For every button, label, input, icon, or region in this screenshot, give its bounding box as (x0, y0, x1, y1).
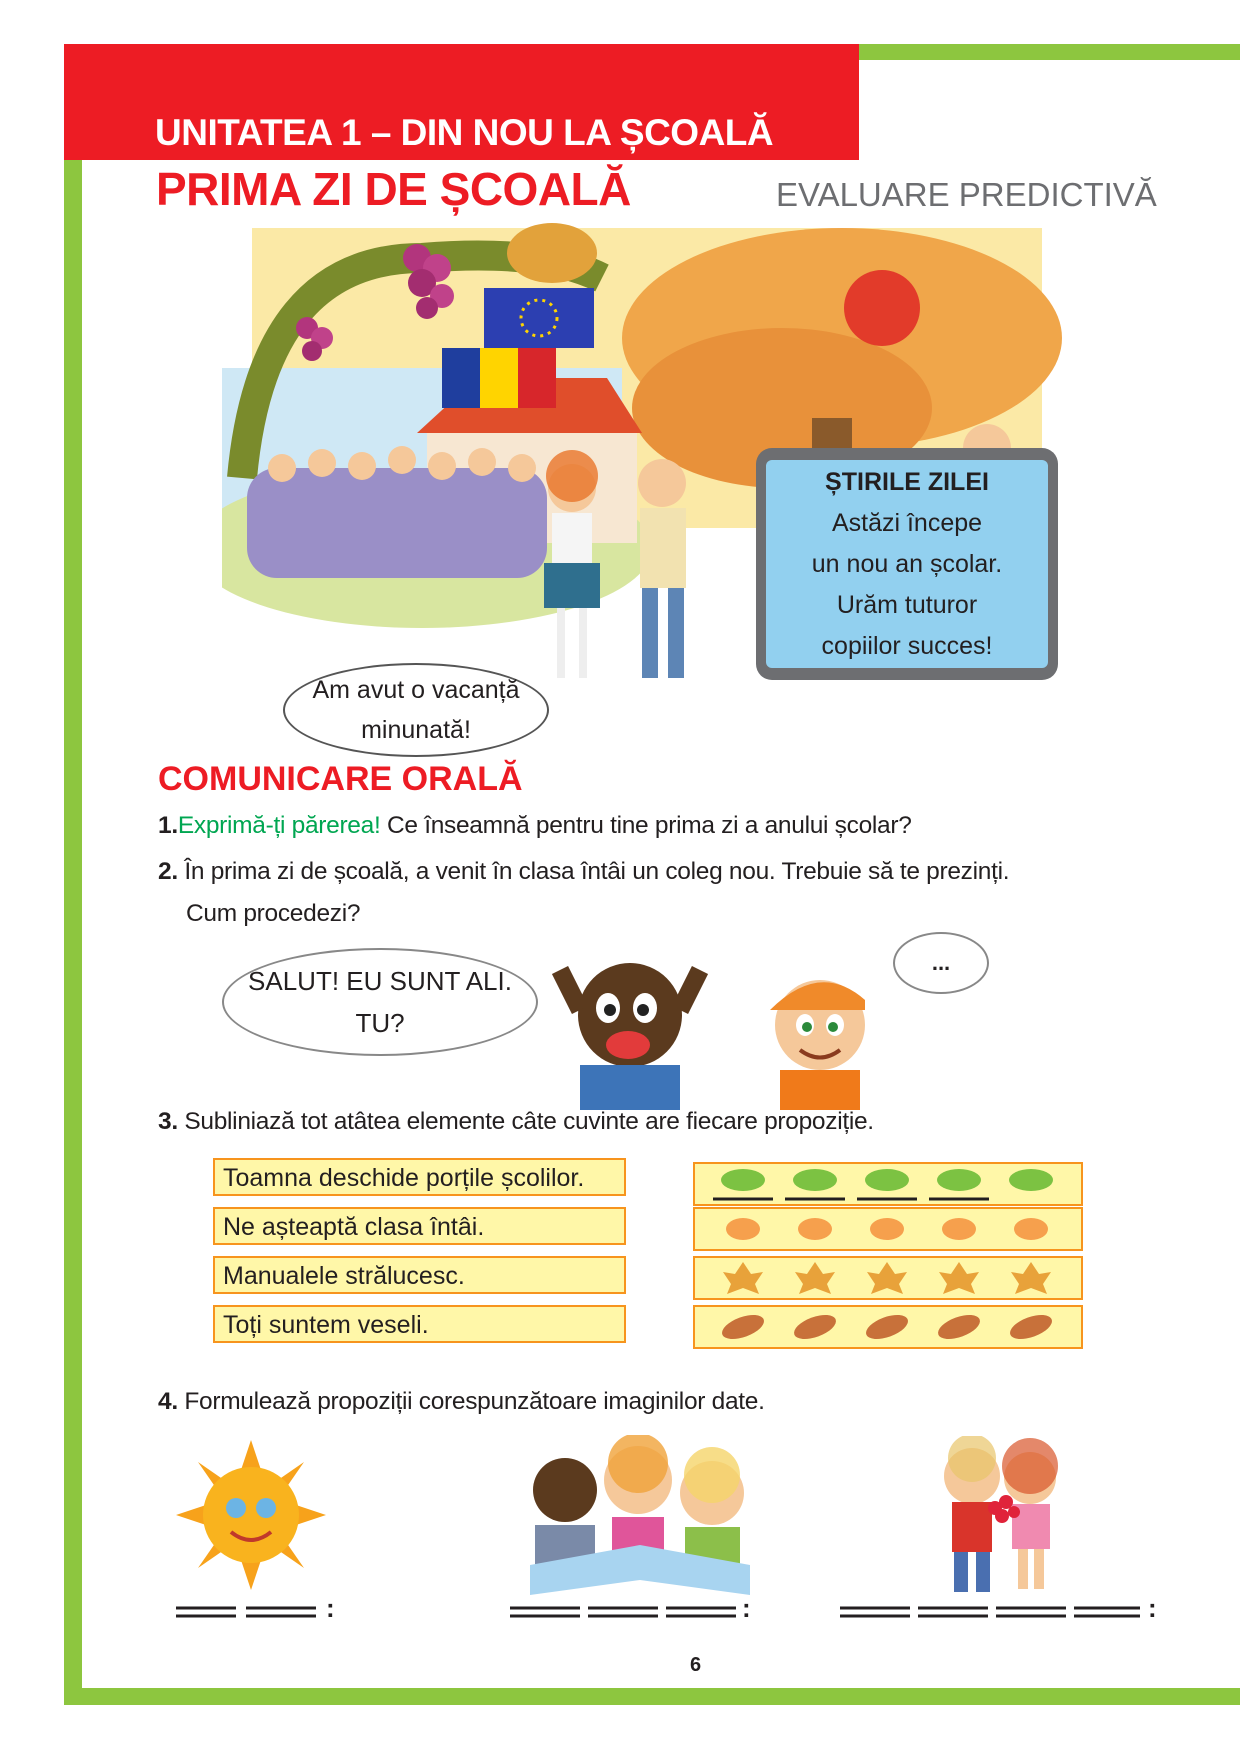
green-leaf-icons (695, 1164, 1081, 1204)
answer-lines (176, 1600, 336, 1624)
exercise-2 (158, 858, 1009, 886)
green-leaf-icon (793, 1169, 837, 1191)
brown-leaf-icon (791, 1310, 839, 1344)
news-title: ȘTIRILE ZILEI (825, 467, 989, 496)
maple-leaf-icon (723, 1262, 763, 1294)
ali-boy-icon (560, 963, 700, 1110)
sentence-row: Manualele strălucesc. (213, 1256, 626, 1294)
maple-leaf-icon (867, 1262, 907, 1294)
news-line: copiilor succes! (821, 631, 993, 660)
brown-leaf-row (693, 1305, 1083, 1349)
header-green-band (859, 44, 1240, 60)
green-leaf-icon (865, 1169, 909, 1191)
sentence-row: Toamna deschide porțile școlilor. (213, 1158, 626, 1196)
brown-leaf-icons (695, 1307, 1081, 1347)
answer-lines (840, 1600, 1150, 1624)
orange-leaf-row (693, 1207, 1083, 1251)
thinking-speech-bubble: ... (893, 932, 989, 994)
bubble-line: Am avut o vacanță (312, 676, 520, 704)
sentence-row: Toți suntem veseli. (213, 1305, 626, 1343)
news-line: Urăm tuturor (836, 590, 978, 619)
unit-title: UNITATEA 1 – DIN NOU LA ȘCOALĂ (155, 112, 774, 153)
green-leaf-icon (937, 1169, 981, 1191)
page-number: 6 (690, 1654, 702, 1676)
exercise-2-continued: Cum procedezi? (186, 900, 361, 927)
exercise-text: Formulează propoziții corespunzătoare imaginilor date. (177, 1388, 765, 1415)
orange-leaf-icon (870, 1218, 904, 1240)
exercise-number: 2. (158, 858, 178, 885)
bubble-line: minunată! (361, 716, 471, 744)
sentence-row: Ne așteaptă clasa întâi. (213, 1207, 626, 1245)
green-leaf-icon (1009, 1169, 1053, 1191)
green-leaf-icon (721, 1169, 765, 1191)
orange-leaf-icon (726, 1218, 760, 1240)
orange-leaf-icon (798, 1218, 832, 1240)
orange-leaf-icon (1014, 1218, 1048, 1240)
answer-lines (510, 1600, 740, 1624)
evaluation-label: EVALUARE PREDICTIVĂ (776, 176, 1157, 213)
exercise-text: Ce înseamnă pentru tine prima zi a anului școlar? (380, 812, 912, 839)
brown-leaf-icon (863, 1310, 911, 1344)
exercise-4 (158, 1388, 765, 1416)
orange-leaf-icons (695, 1209, 1081, 1249)
green-leaf-row (693, 1162, 1083, 1206)
maple-leaf-row (693, 1256, 1083, 1300)
news-board-screen (766, 460, 1048, 668)
children-reading-book-icon (520, 1435, 760, 1600)
exercise-number: 1. (158, 812, 178, 839)
news-line: Astăzi începe (831, 508, 983, 537)
left-green-border (64, 160, 82, 1705)
answer-colon: : (1148, 1593, 1157, 1623)
maple-leaf-icon (1011, 1262, 1051, 1294)
kids-speech-bubble (283, 663, 549, 757)
exercise-highlight: Exprimă-ți părerea! (177, 812, 381, 839)
brown-leaf-icon (1007, 1310, 1055, 1344)
sun-icon (176, 1440, 326, 1590)
autumn-leaf (507, 223, 597, 283)
answer-colon: : (326, 1593, 335, 1623)
answer-colon: : (742, 1593, 751, 1623)
maple-leaf-icon (939, 1262, 979, 1294)
bottom-green-border (64, 1688, 1240, 1705)
eu-flag-icon (484, 288, 594, 348)
maple-leaf-icons (695, 1258, 1081, 1298)
exercise-text: În prima zi de școală, a venit în clasa întâi un coleg nou. Trebuie să te prezinți. (177, 858, 1010, 885)
children-with-flowers-icon (930, 1436, 1070, 1596)
news-board (756, 448, 1058, 680)
bubble-line: TU? (355, 1008, 405, 1038)
apple-icon (844, 270, 920, 346)
exercise-1 (158, 812, 912, 840)
bubble-line: SALUT! EU SUNT ALI. (248, 966, 512, 996)
brown-leaf-icon (719, 1310, 767, 1344)
introduction-kids-illustration (520, 940, 880, 1110)
exercise-text: Subliniază tot atâtea elemente câte cuvinte are fiecare propoziție. (177, 1108, 874, 1135)
brown-leaf-icon (935, 1310, 983, 1344)
section-title: COMUNICARE ORALĂ (158, 760, 523, 798)
cap-boy-icon (770, 980, 865, 1110)
orange-leaf-icon (942, 1218, 976, 1240)
romanian-flag-icon (442, 348, 480, 408)
girl-pupil (544, 450, 600, 678)
exercise-number: 4. (158, 1388, 178, 1415)
maple-leaf-icon (795, 1262, 835, 1294)
exercise-3 (158, 1108, 874, 1136)
news-line: un nou an școlar. (811, 549, 1003, 578)
exercise-number: 3. (158, 1108, 178, 1135)
ali-speech-bubble (222, 948, 538, 1056)
lesson-title: PRIMA ZI DE ȘCOALĂ (156, 163, 631, 215)
boy-pupil (638, 459, 686, 678)
